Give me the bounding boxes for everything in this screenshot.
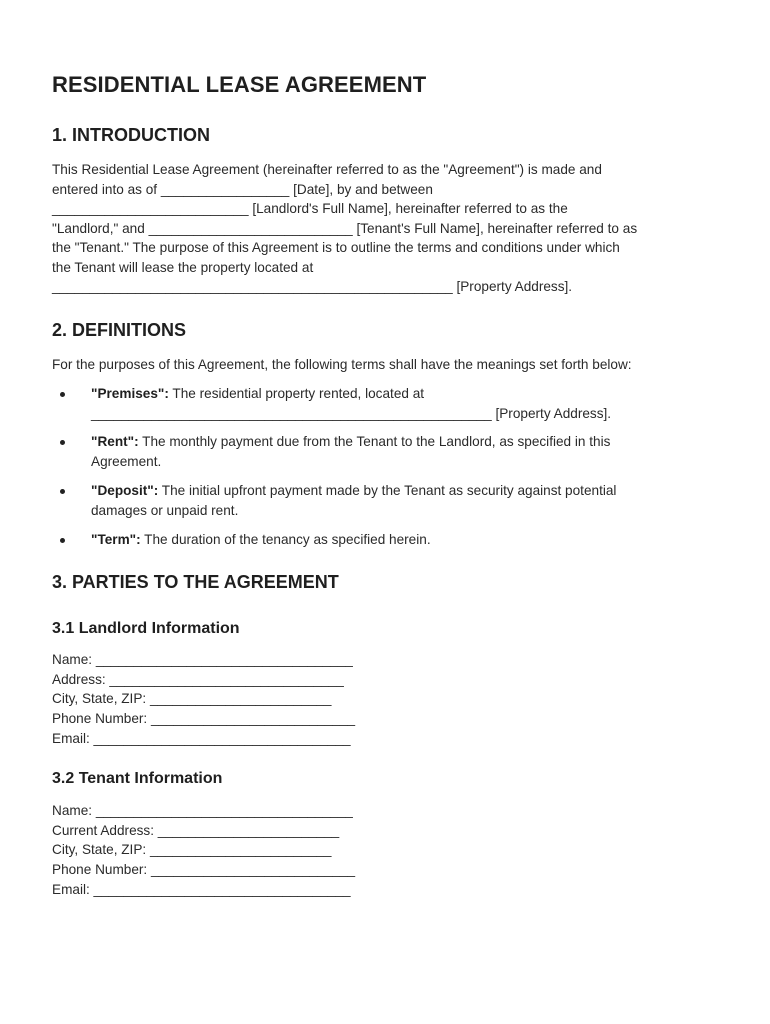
landlord-name-field: Name: __________________________________ [52,652,353,667]
tenant-email-field: Email: __________________________________ [52,881,351,897]
bullet-icon [60,538,65,543]
definition-line: The initial upfront payment made by the Tenant as security against potential [158,483,617,498]
bullet-icon [60,440,65,445]
definitions-heading: 2. DEFINITIONS [52,320,187,340]
definition-line: _____________________________________________________ [Property Address]. [91,405,612,421]
introduction-line: the "Tenant." The purpose of this Agreement is to outline the terms and conditions under which [52,240,620,255]
bullet-icon [60,489,65,494]
definitions-intro-text: For the purposes of this Agreement, the following terms shall have the meanings set forth below: [52,357,632,372]
parties-heading: 3. PARTIES TO THE AGREEMENT [52,572,339,592]
introduction-line: __________________________ [Landlord's Full Name], hereinafter referred to as the [52,201,568,216]
tenant-name-field: Name: __________________________________ [52,803,353,818]
definition-text [91,384,721,423]
landlord-address-field: Address: _______________________________ [52,671,344,687]
introduction-line: entered into as of _________________ [Date], by and between [52,181,433,197]
landlord-email-field: Email: __________________________________ [52,730,351,746]
tenant-info-heading: 3.2 Tenant Information [52,770,223,787]
landlord-info-heading: 3.1 Landlord Information [52,620,240,637]
introduction-line: This Residential Lease Agreement (hereinafter referred to as the "Agreement") is made and [52,162,602,177]
introduction-line: "Landlord," and ___________________________ [Tenant's Full Name], hereinafter referred to as [52,220,638,236]
definition-line: The duration of the tenancy as specified herein. [140,532,431,547]
tenant-city-state-zip-field: City, State, ZIP: ________________________ [52,842,332,858]
definition-term: "Rent": [91,434,139,449]
definition-line: Agreement. [91,453,162,469]
definition-term: "Premises": [91,386,169,401]
definition-line: The monthly payment due from the Tenant to the Landlord, as specified in this [138,434,611,449]
definition-term: "Term": [91,532,141,547]
definition-text [91,432,721,471]
tenant-current-address-field: Current Address: ________________________ [52,822,340,838]
definition-text [91,481,721,520]
introduction-line: _____________________________________________________ [Property Address]. [52,279,573,294]
definitions-intro [52,355,717,375]
introduction-heading: 1. INTRODUCTION [52,125,211,145]
definition-term: "Deposit": [91,483,159,498]
tenant-phone-field: Phone Number: ___________________________ [52,862,356,878]
introduction-paragraph [52,160,717,297]
introduction-line: the Tenant will lease the property located at [52,259,314,275]
document-title: RESIDENTIAL LEASE AGREEMENT [52,72,427,97]
definition-text [91,530,721,550]
landlord-city-state-zip-field: City, State, ZIP: ________________________ [52,691,332,707]
definition-line: The residential property rented, located at [168,386,425,401]
bullet-icon [60,392,65,397]
landlord-phone-field: Phone Number: ___________________________ [52,711,356,727]
landlord-info-fields [52,650,355,749]
tenant-info-fields [52,801,355,900]
definition-line: damages or unpaid rent. [91,502,239,518]
